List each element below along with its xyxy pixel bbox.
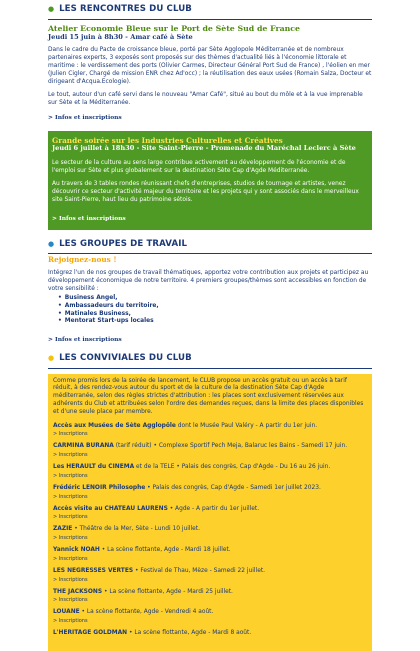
conviviales-box <box>48 374 372 651</box>
list-item <box>53 609 367 625</box>
list-item <box>53 589 367 605</box>
inscriptions-link[interactable]: > Inscriptions <box>53 597 88 604</box>
event-details: • La scène flottante, Agde - Vendredi 4 août. <box>79 609 214 616</box>
event-title: Atelier Economie Bleue sur le Port de Sète Sud de France <box>48 23 301 33</box>
inscriptions-link[interactable]: > Inscriptions <box>53 618 88 625</box>
groupes-intro: Intégrez l'un de nos groupes de travail thématiques, apportez votre contribution aux projets et participez au développement économique de notre territoire. 4 premiers groupes/thèmes sont accessibles en fonction de votre sensibilité : <box>48 270 369 292</box>
yellow-bullet-icon: ● <box>48 354 55 363</box>
conviviales-intro: Comme promis lors de la soirée de lancement, le CLUB propose un accès gratuit ou un accès à tarif réduit, à des rendez-vous autour du sport et de la culture de la destination Sète Cap d'Agde méditerranée, selon des règles strictes d'attribution : les places sont exclusivement réservées aux adhérents du Club et attribuées selon l'ordre des demandes reçues, dans la limite des places disponibles et d'une seule place par membre. <box>53 377 364 415</box>
event-details: (tarif réduit) • Complexe Sportif Pech Meja, Balaruc les Bains - Samedi 17 juin. <box>113 443 348 450</box>
event-description: Dans le cadre du Pacte de croissance bleue, porté par Sète Agglopole Méditerranée et de nombreux partenaires experts, 3 exposés sont proposés sur des thèmes d'actualité liés à l'économie littorale et maritime : le verdissement des ports (Olivier Carmes, Directeur Général Port Sud de France) , l'éolien en mer (Julien Cigler, Chargé de mission ENR chez Ad'occ) ; la réutilisation des eaux usées (Romain Salza, Docteur et dirigeant d'Acqua.Ecologie). <box>48 47 372 85</box>
event-description: Le secteur de la culture au sens large contribue activement au développement de l'économie et de l'emploi sur Sète et plus globalement sur la destination Sète Cap d'Agde Méditerranée. <box>52 159 346 174</box>
groupes-list <box>58 295 372 326</box>
inscriptions-link[interactable]: > Inscriptions <box>53 493 88 500</box>
list-item <box>53 630 367 638</box>
join-heading: Rejoignez-nous ! <box>48 255 117 265</box>
event-info-link[interactable]: > Infos et inscriptions <box>48 113 122 121</box>
event-subtitle: Jeudi 6 juillet à 18h30 - Site Saint-Pierre - Promenade du Maréchal Leclerc à Sète <box>52 143 356 152</box>
inscriptions-link[interactable]: > Inscriptions <box>53 431 88 438</box>
event-details: • La scène flottante, Agde - Mardi 8 août. <box>127 630 252 637</box>
list-item <box>53 506 367 522</box>
event-details: • La scène flottante, Agde - Mardi 18 juillet. <box>99 547 231 554</box>
list-item <box>53 423 367 439</box>
section-title: LES RENCONTRES DU CLUB <box>59 4 192 14</box>
event-details: • La scène flottante, Agde - Mardi 25 juillet. <box>102 588 233 595</box>
section-title: LES CONVIVIALES DU CLUB <box>59 353 192 364</box>
event-details: • Festival de Thau, Mèze - Samedi 22 juillet. <box>133 567 266 574</box>
list-item <box>53 526 367 542</box>
event-name: THE JACKSONS <box>53 588 103 595</box>
list-item <box>53 568 367 584</box>
event-details: • Théâtre de la Mer, Sète - Lundi 10 juillet. <box>72 526 200 533</box>
event-info-link[interactable]: > Infos et inscriptions <box>52 214 126 222</box>
event-name: L'HERITAGE GOLDMAN <box>53 630 128 637</box>
list-item <box>53 547 367 563</box>
list-item: • Mentorat Start-ups locales <box>58 318 372 326</box>
event-name: LOUANE <box>53 609 80 616</box>
section-header-conviviales <box>48 353 372 369</box>
event-details: • Agde - A partir du 1er juillet. <box>167 505 260 512</box>
event-description-2: Au travers de 3 tables rondes réunissant chefs d'entreprises, studios de tournage et artistes, venez découvrir ce secteur d'activité majeur du territoire et les projets qui y sont associés dans le merveilleux site Saint-Pierre, haut lieu du patrimoine sétois. <box>52 181 359 203</box>
list-item <box>53 443 367 459</box>
event-name: ZAZIE <box>53 526 73 533</box>
inscriptions-link[interactable]: > Inscriptions <box>53 576 88 583</box>
event-name: CARMINA BURANA <box>53 443 114 450</box>
inscriptions-link[interactable]: > Inscriptions <box>53 555 88 562</box>
event-subtitle: Jeudi 15 juin à 8h30 - Amar café à Sète <box>48 33 193 42</box>
event-title: Grande soirée sur les Industries Culturelles et Créatives <box>52 135 283 145</box>
inscriptions-link[interactable]: > Inscriptions <box>53 472 88 479</box>
event-details: et de la TELE • Palais des congrès, Cap d'Agde - Du 16 au 26 juin. <box>134 464 331 471</box>
event-description-2: Le tout, autour d'un café servi dans le nouveau "Amar Café", situé au bout du môle et à la vue imprenable sur Sète et la Méditerranée. <box>48 92 363 107</box>
inscriptions-link[interactable]: > Inscriptions <box>53 452 88 458</box>
section-header-groupes <box>48 239 372 255</box>
blue-bullet-icon: ● <box>48 239 55 248</box>
event-details: • Palais des congrès, Cap d'Agde - Samedi 1er juillet 2023. <box>145 484 321 491</box>
green-bullet-icon: ● <box>48 5 55 14</box>
event-name: Accès visite au CHATEAU LAURENS <box>53 505 168 512</box>
event-atelier <box>48 25 372 122</box>
list-item <box>53 485 367 501</box>
event-details: dont le Musée Paul Valéry - A partir du 1er juin. <box>175 422 318 429</box>
inscriptions-link[interactable]: > Inscriptions <box>53 514 88 521</box>
groupes-info-link[interactable]: > Infos et inscriptions <box>48 336 122 344</box>
list-item <box>53 464 367 480</box>
section-header-rencontres <box>48 4 372 20</box>
list-item: • Ambassadeurs du territoire, <box>58 303 372 311</box>
inscriptions-link[interactable]: > Inscriptions <box>53 535 88 542</box>
list-item: • Business Angel, <box>58 295 372 303</box>
event-name: Accès aux Musées de Sète Agglopôle <box>53 422 176 429</box>
event-name: LES NEGRESSES VERTES <box>53 567 134 574</box>
event-soiree-box <box>48 131 372 230</box>
event-name: Frédéric LENOIR Philosophe <box>53 484 146 491</box>
list-item: • Matinales Business, <box>58 311 372 319</box>
event-name: Yannick NOAH <box>53 547 100 554</box>
section-title: LES GROUPES DE TRAVAIL <box>59 238 188 249</box>
event-name: Les HERAULT du CINEMA <box>53 464 135 471</box>
